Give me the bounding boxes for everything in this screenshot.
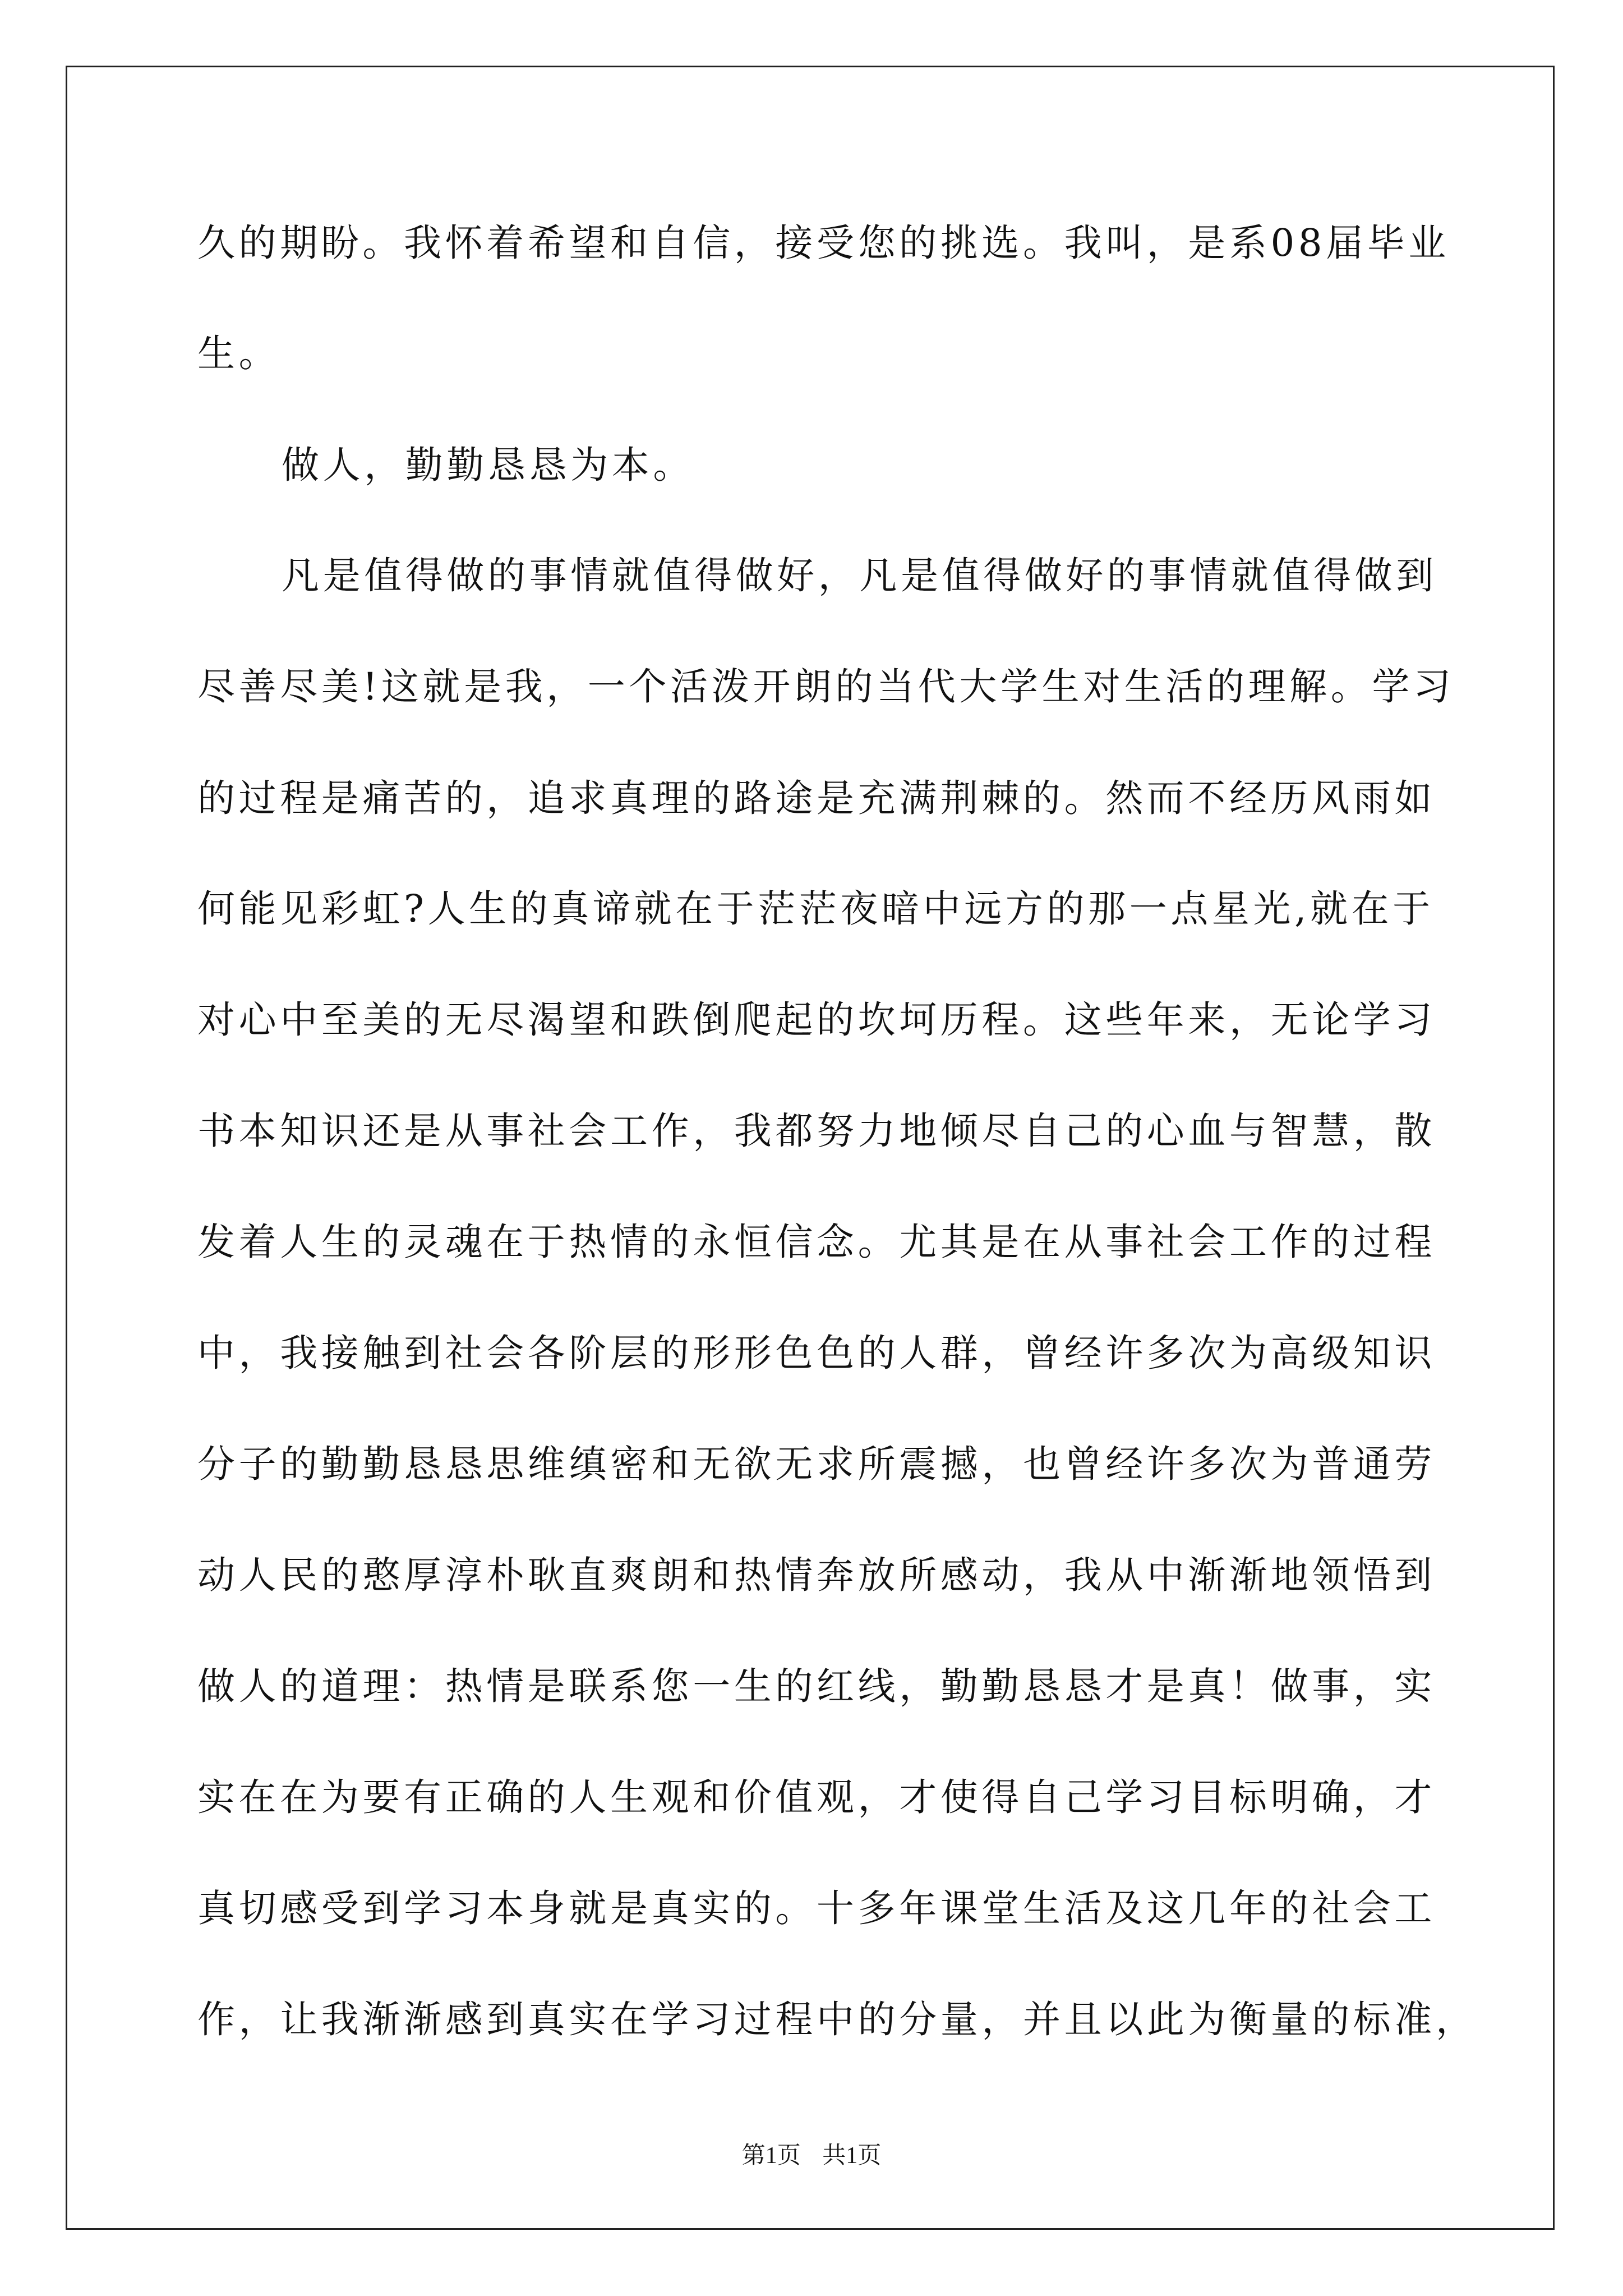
text-line: 做人，勤勤恳恳为本。: [282, 443, 694, 487]
text-line: 书本知识还是从事社会工作，我都努力地倾尽自己的心血与智慧，散: [197, 1109, 1436, 1153]
text-line: 的过程是痛苦的，追求真理的路途是充满荆棘的。然而不经历风雨如: [197, 776, 1436, 820]
text-line: 分子的勤勤恳恳思维缜密和无欲无求所震撼，也曾经许多次为普通劳: [197, 1442, 1436, 1486]
text-line: 做人的道理：热情是联系您一生的红线，勤勤恳恳才是真！做事，实: [197, 1664, 1436, 1708]
text-line: 何能见彩虹?人生的真谛就在于茫茫夜暗中远方的那一点星光,就在于: [197, 887, 1434, 931]
page-number: 第1页: [741, 2143, 801, 2169]
page-total: 共1页: [822, 2143, 882, 2169]
text-line: 对心中至美的无尽渴望和跌倒爬起的坎坷历程。这些年来，无论学习: [197, 998, 1436, 1042]
text-line: 中，我接触到社会各阶层的形形色色的人群，曾经许多次为高级知识: [197, 1331, 1436, 1375]
text-line: 尽善尽美!这就是我，一个活泼开朗的当代大学生对生活的理解。学习: [197, 665, 1455, 708]
page-footer: [0, 2144, 1623, 2168]
text-line: 真切感受到学习本身就是真实的。十多年课堂生活及这几年的社会工: [197, 1887, 1436, 1930]
text-line: 发着人生的灵魂在于热情的永恒信念。尤其是在从事社会工作的过程: [197, 1220, 1436, 1264]
text-line: 动人民的憨厚淳朴耿直爽朗和热情奔放所感动，我从中渐渐地领悟到: [197, 1553, 1436, 1597]
text-line: 生。: [197, 332, 280, 375]
text-line: 作，让我渐渐感到真实在学习过程中的分量，并且以此为衡量的标准，: [197, 1998, 1477, 2041]
text-line: 久的期盼。我怀着希望和自信，接受您的挑选。我叫，是系08届毕业: [197, 221, 1450, 265]
text-line: 凡是值得做的事情就值得做好，凡是值得做好的事情就值得做到: [282, 554, 1437, 597]
text-line: 实在在为要有正确的人生观和价值观，才使得自己学习目标明确，才: [197, 1775, 1436, 1819]
